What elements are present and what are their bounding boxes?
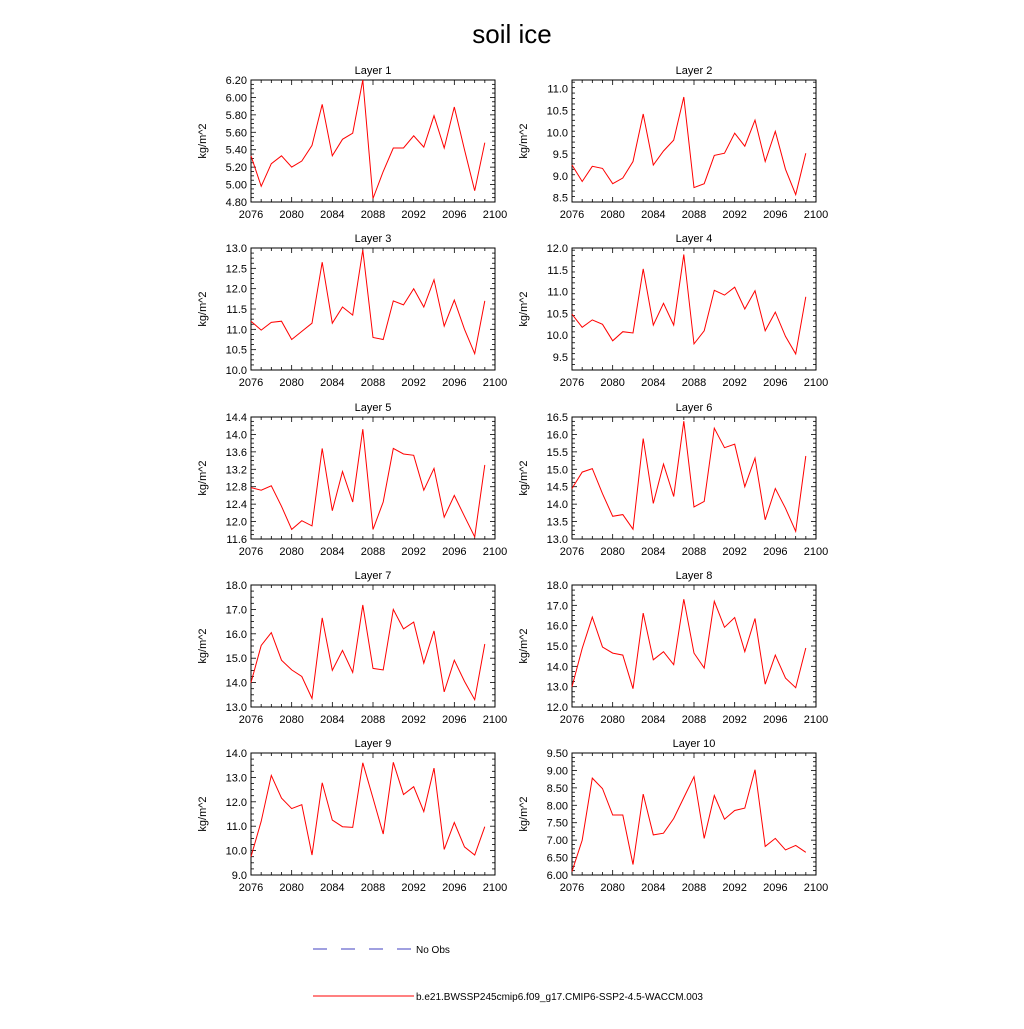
panel-layer-10 <box>518 738 828 894</box>
y-tick-label: 10.0 <box>225 845 247 858</box>
x-tick-label: 2076 <box>238 546 264 558</box>
y-tick-label: 6.20 <box>225 75 247 87</box>
x-tick-label: 2076 <box>238 882 264 894</box>
y-axis-label: kg/m^2 <box>518 796 530 832</box>
y-tick-label: 12.0 <box>225 283 247 296</box>
y-axis-label: kg/m^2 <box>197 796 209 832</box>
y-axis-label: kg/m^2 <box>197 628 209 664</box>
x-tick-label: 2100 <box>803 546 829 558</box>
panel-title: Layer 10 <box>672 738 716 750</box>
x-tick-label: 2076 <box>559 377 585 389</box>
x-tick-label: 2084 <box>641 377 666 389</box>
panel-layer-4 <box>518 233 828 389</box>
x-tick-label: 2080 <box>600 209 625 221</box>
panel-layer-5 <box>197 402 507 558</box>
y-axis-label: kg/m^2 <box>197 123 209 159</box>
plot-frame <box>251 80 495 202</box>
y-tick-label: 18.0 <box>546 580 568 592</box>
y-tick-label: 10.5 <box>546 105 568 118</box>
y-tick-label: 12.5 <box>225 263 247 276</box>
y-tick-label: 13.2 <box>225 464 247 477</box>
y-axis-label: kg/m^2 <box>197 460 209 496</box>
x-tick-label: 2076 <box>559 209 585 221</box>
plot-frame <box>251 248 495 370</box>
y-tick-label: 5.40 <box>225 144 247 157</box>
legend <box>313 945 703 1003</box>
y-tick-label: 11.0 <box>547 83 568 96</box>
x-tick-label: 2088 <box>681 546 707 558</box>
y-tick-label: 8.5 <box>552 192 568 205</box>
y-axis-label: kg/m^2 <box>518 628 530 664</box>
x-tick-label: 2100 <box>803 882 829 894</box>
y-tick-label: 13.0 <box>225 243 247 255</box>
y-tick-label: 10.0 <box>546 127 568 140</box>
x-tick-label: 2096 <box>763 882 788 894</box>
y-tick-label: 11.0 <box>226 821 247 834</box>
series-line <box>251 250 485 354</box>
y-axis-label: kg/m^2 <box>518 460 530 496</box>
series-line <box>251 605 485 700</box>
y-tick-label: 13.0 <box>225 702 247 714</box>
panel-title: Layer 6 <box>675 402 713 414</box>
x-tick-label: 2084 <box>641 546 666 558</box>
y-tick-label: 11.5 <box>547 264 568 277</box>
x-tick-label: 2088 <box>681 209 707 221</box>
y-tick-label: 5.00 <box>225 179 247 192</box>
y-tick-label: 9.00 <box>546 765 568 778</box>
x-tick-label: 2100 <box>803 209 829 221</box>
x-tick-label: 2084 <box>320 714 345 726</box>
x-tick-label: 2092 <box>722 546 747 558</box>
panel-layer-8 <box>518 570 828 726</box>
legend-obs-label: No Obs <box>416 945 450 956</box>
series-line <box>572 255 806 354</box>
y-tick-label: 14.0 <box>225 677 247 690</box>
x-tick-label: 2100 <box>482 209 508 221</box>
y-tick-label: 9.5 <box>552 351 568 364</box>
x-tick-label: 2076 <box>238 714 264 726</box>
y-tick-label: 11.6 <box>226 534 247 546</box>
y-tick-label: 9.0 <box>552 170 568 183</box>
x-tick-label: 2092 <box>401 377 426 389</box>
y-tick-label: 12.0 <box>546 243 568 255</box>
x-tick-label: 2080 <box>600 377 625 389</box>
legend-model-label: b.e21.BWSSP245cmip6.f09_g17.CMIP6-SSP2-4.5-WACCM.003 <box>416 992 703 1003</box>
y-tick-label: 14.0 <box>546 661 568 674</box>
y-tick-label: 12.0 <box>225 516 247 529</box>
y-tick-label: 11.0 <box>547 286 568 299</box>
x-tick-label: 2076 <box>559 882 585 894</box>
x-tick-label: 2092 <box>401 209 426 221</box>
x-tick-label: 2096 <box>442 209 467 221</box>
x-tick-label: 2076 <box>559 714 585 726</box>
x-tick-label: 2092 <box>401 882 426 894</box>
y-axis-label: kg/m^2 <box>518 123 530 159</box>
y-tick-label: 18.0 <box>225 580 247 592</box>
x-tick-label: 2096 <box>763 209 788 221</box>
x-tick-label: 2092 <box>722 209 747 221</box>
y-tick-label: 14.0 <box>225 748 247 760</box>
y-tick-label: 9.5 <box>552 149 568 162</box>
y-tick-label: 8.50 <box>546 782 568 795</box>
x-tick-label: 2076 <box>559 546 585 558</box>
x-tick-label: 2080 <box>600 546 625 558</box>
panel-title: Layer 7 <box>354 570 392 582</box>
x-tick-label: 2080 <box>279 209 304 221</box>
x-tick-label: 2084 <box>320 377 345 389</box>
y-tick-label: 11.5 <box>226 304 247 316</box>
y-tick-label: 10.5 <box>546 308 568 321</box>
x-tick-label: 2092 <box>722 377 747 389</box>
x-tick-label: 2088 <box>360 714 386 726</box>
y-tick-label: 16.0 <box>546 620 568 633</box>
y-tick-label: 14.5 <box>546 481 568 494</box>
plot-frame <box>572 753 816 875</box>
y-tick-label: 4.80 <box>225 197 247 209</box>
y-tick-label: 5.80 <box>225 109 247 122</box>
series-line <box>251 80 485 199</box>
y-tick-label: 12.0 <box>225 796 247 809</box>
panel-layer-9 <box>197 738 507 894</box>
x-tick-label: 2076 <box>238 377 264 389</box>
x-tick-label: 2092 <box>401 546 426 558</box>
y-tick-label: 11.0 <box>226 324 247 337</box>
x-tick-label: 2096 <box>442 882 467 894</box>
y-tick-label: 6.00 <box>546 870 568 882</box>
panel-layer-1 <box>197 65 507 221</box>
x-tick-label: 2088 <box>360 209 386 221</box>
series-line <box>251 429 485 537</box>
panel-title: Layer 1 <box>354 65 392 77</box>
x-tick-label: 2100 <box>803 714 829 726</box>
y-tick-label: 6.00 <box>225 92 247 105</box>
x-tick-label: 2100 <box>482 546 508 558</box>
y-tick-label: 7.50 <box>546 817 568 830</box>
y-tick-label: 15.0 <box>546 464 568 477</box>
y-tick-label: 15.0 <box>546 641 568 653</box>
plot-frame <box>572 585 816 707</box>
x-tick-label: 2080 <box>279 882 304 894</box>
panel-title: Layer 2 <box>675 65 713 77</box>
plot-frame <box>251 753 495 875</box>
x-tick-label: 2084 <box>320 546 345 558</box>
x-tick-label: 2096 <box>763 377 788 389</box>
y-tick-label: 10.5 <box>225 344 247 357</box>
x-tick-label: 2096 <box>442 714 467 726</box>
x-tick-label: 2080 <box>279 546 304 558</box>
x-tick-label: 2084 <box>641 209 666 221</box>
panels-group <box>197 65 828 894</box>
x-tick-label: 2088 <box>360 546 386 558</box>
x-tick-label: 2092 <box>722 882 747 894</box>
y-tick-label: 13.0 <box>225 772 247 785</box>
y-tick-label: 12.4 <box>225 499 247 512</box>
y-tick-label: 9.50 <box>546 748 568 760</box>
y-tick-label: 15.5 <box>546 446 568 459</box>
y-tick-label: 16.0 <box>225 628 247 641</box>
y-tick-label: 16.5 <box>546 412 568 424</box>
plot-frame <box>251 585 495 707</box>
y-tick-label: 12.0 <box>546 702 568 714</box>
x-tick-label: 2100 <box>482 377 508 389</box>
x-tick-label: 2080 <box>279 714 304 726</box>
x-tick-label: 2080 <box>600 882 625 894</box>
y-tick-label: 14.0 <box>546 499 568 512</box>
y-tick-label: 13.0 <box>546 681 568 694</box>
panel-title: Layer 4 <box>675 233 713 245</box>
panel-title: Layer 9 <box>354 738 392 750</box>
y-tick-label: 6.50 <box>546 852 568 865</box>
x-tick-label: 2084 <box>641 882 666 894</box>
x-tick-label: 2100 <box>482 714 508 726</box>
figure-title: soil ice <box>472 19 552 49</box>
series-line <box>572 599 806 689</box>
x-tick-label: 2084 <box>320 882 345 894</box>
panel-layer-6 <box>518 402 828 558</box>
x-tick-label: 2092 <box>401 714 426 726</box>
y-tick-label: 10.0 <box>225 365 247 377</box>
x-tick-label: 2084 <box>641 714 666 726</box>
y-tick-label: 13.5 <box>546 516 568 529</box>
y-tick-label: 16.0 <box>546 429 568 442</box>
y-tick-label: 17.0 <box>225 604 247 617</box>
panel-title: Layer 8 <box>675 570 713 582</box>
x-tick-label: 2092 <box>722 714 747 726</box>
x-tick-label: 2100 <box>803 377 829 389</box>
panel-layer-3 <box>197 233 507 389</box>
panel-layer-2 <box>518 65 828 221</box>
y-tick-label: 13.0 <box>546 534 568 546</box>
series-line <box>572 421 806 531</box>
x-tick-label: 2088 <box>360 882 386 894</box>
x-tick-label: 2096 <box>442 377 467 389</box>
panel-layer-7 <box>197 570 507 726</box>
plot-frame <box>572 417 816 539</box>
y-tick-label: 8.00 <box>546 800 568 813</box>
x-tick-label: 2088 <box>681 377 707 389</box>
x-tick-label: 2088 <box>360 377 386 389</box>
x-tick-label: 2076 <box>238 209 264 221</box>
plot-frame <box>572 248 816 370</box>
y-axis-label: kg/m^2 <box>518 291 530 327</box>
x-tick-label: 2084 <box>320 209 345 221</box>
y-tick-label: 14.4 <box>225 412 247 424</box>
x-tick-label: 2088 <box>681 882 707 894</box>
y-tick-label: 5.60 <box>225 127 247 140</box>
x-tick-label: 2100 <box>482 882 508 894</box>
x-tick-label: 2096 <box>763 714 788 726</box>
x-tick-label: 2096 <box>442 546 467 558</box>
series-line <box>572 97 806 195</box>
panel-title: Layer 3 <box>354 233 392 245</box>
y-tick-label: 9.0 <box>231 870 247 882</box>
y-tick-label: 13.6 <box>225 446 247 459</box>
y-tick-label: 7.00 <box>546 835 568 848</box>
y-tick-label: 10.0 <box>546 330 568 343</box>
series-line <box>572 770 806 872</box>
y-tick-label: 12.8 <box>225 481 247 494</box>
y-tick-label: 17.0 <box>546 600 568 613</box>
x-tick-label: 2080 <box>279 377 304 389</box>
y-tick-label: 14.0 <box>225 429 247 442</box>
series-line <box>251 762 485 856</box>
y-tick-label: 15.0 <box>225 653 247 666</box>
x-tick-label: 2088 <box>681 714 707 726</box>
panel-title: Layer 5 <box>354 402 392 414</box>
y-axis-label: kg/m^2 <box>197 291 209 327</box>
x-tick-label: 2096 <box>763 546 788 558</box>
x-tick-label: 2080 <box>600 714 625 726</box>
y-tick-label: 5.20 <box>225 162 247 175</box>
